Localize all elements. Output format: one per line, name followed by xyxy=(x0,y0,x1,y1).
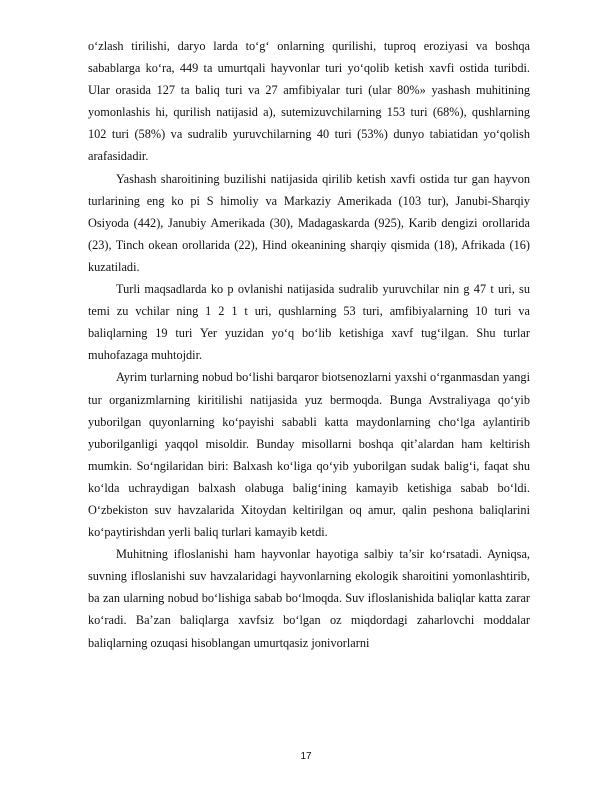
paragraph: Muhitning ifloslanishi ham hayvonlar hayotiga salbiy ta’sir ko‘rsatadi. Ayniqsa, suvning ifloslanishi suv havzalaridagi hayvonlarning ekologik sharoitini yomonlashtirib, ba zan ularning nobud bo‘lishiga sabab bo‘lmoqda. Suv ifloslanishida baliqlar katta zarar ko‘radi. Ba’zan baliqlarga xavfsiz bo‘lgan oz miqdordagi zaharlovchi moddalar baliqlarning ozuqasi hisoblangan umurtqasiz jonivorlarni xyxy=(88,547,530,650)
body-text xyxy=(88,35,530,654)
paragraph: o‘zlash tirilishi, daryo larda to‘g‘ onlarning qurilishi, tuproq eroziyasi va boshqa sabablarga ko‘ra, 449 ta umurtqali hayvonlar turi yo‘qolib ketish xavfi ostida turibdi. Ular orasida 127 ta baliq turi va 27 amfibiyalar turi (ular 80%» yashash muhitining yomonlashis hi, qurilish natijasid a), sutemizuvchilarning 153 turi (68%), qushlarning 102 turi (58%) va sudralib yuruvchilarning 40 turi (53%) dunyo tabiatidan yo‘qolish arafasidadir. xyxy=(88,39,530,164)
paragraph: Ayrim turlarning nobud bo‘lishi barqaror biotsenozlarni yaxshi o‘rganmasdan yangi tur organizmlarning kiritilishi natijasida yuz bermoqda. Bunga Avstraliyaga qo‘yib yuborilgan quyonlarning ko‘payishi sababli katta maydonlarning cho‘lga aylantirib yuborilganligi yaqqol misoldir. Bunday misollarni boshqa qit’alardan ham keltirish mumkin. So‘ngilaridan biri: Balxash ko‘liga qo‘yib yuborilgan sudak balig‘i, faqat shu ko‘lda uchraydigan balxash olabuga balig‘ining kamayib ketishiga sabab bo‘ldi. O‘zbekiston suv havzalarida Xitoydan keltirilgan oq amur, qalin peshona baliqlarini ko‘paytirishdan yerli baliq turlari kamayib ketdi. xyxy=(88,370,530,540)
page-number: 17 xyxy=(300,751,312,762)
paragraph: Turli maqsadlarda ko p ovlanishi natijasida sudralib yuruvchilar nin g 47 t uri, su temi zu vchilar ning 1 2 1 t uri, qushlarning 53 turi, amfibiyalarning 10 turi va baliqlarning 19 turi Yer yuzidan yo‘q bo‘lib ketishiga xavf tug‘ilgan. Shu turlar muhofazaga muhtojdir. xyxy=(88,282,530,363)
paragraph: Yashash sharoitining buzilishi natijasida qirilib ketish xavfi ostida tur gan hayvon turlarining eng ko pi S himoliy va Markaziy Amerikada (103 tur), Janubi-Sharqiy Osiyoda (442), Janubiy Amerikada (30), Madagaskarda (925), Karib dengizi orollarida (23), Tinch okean orollarida (22), Hind okeanining sharqiy qismida (18), Afrikada (16) kuzatiladi. xyxy=(88,171,530,274)
